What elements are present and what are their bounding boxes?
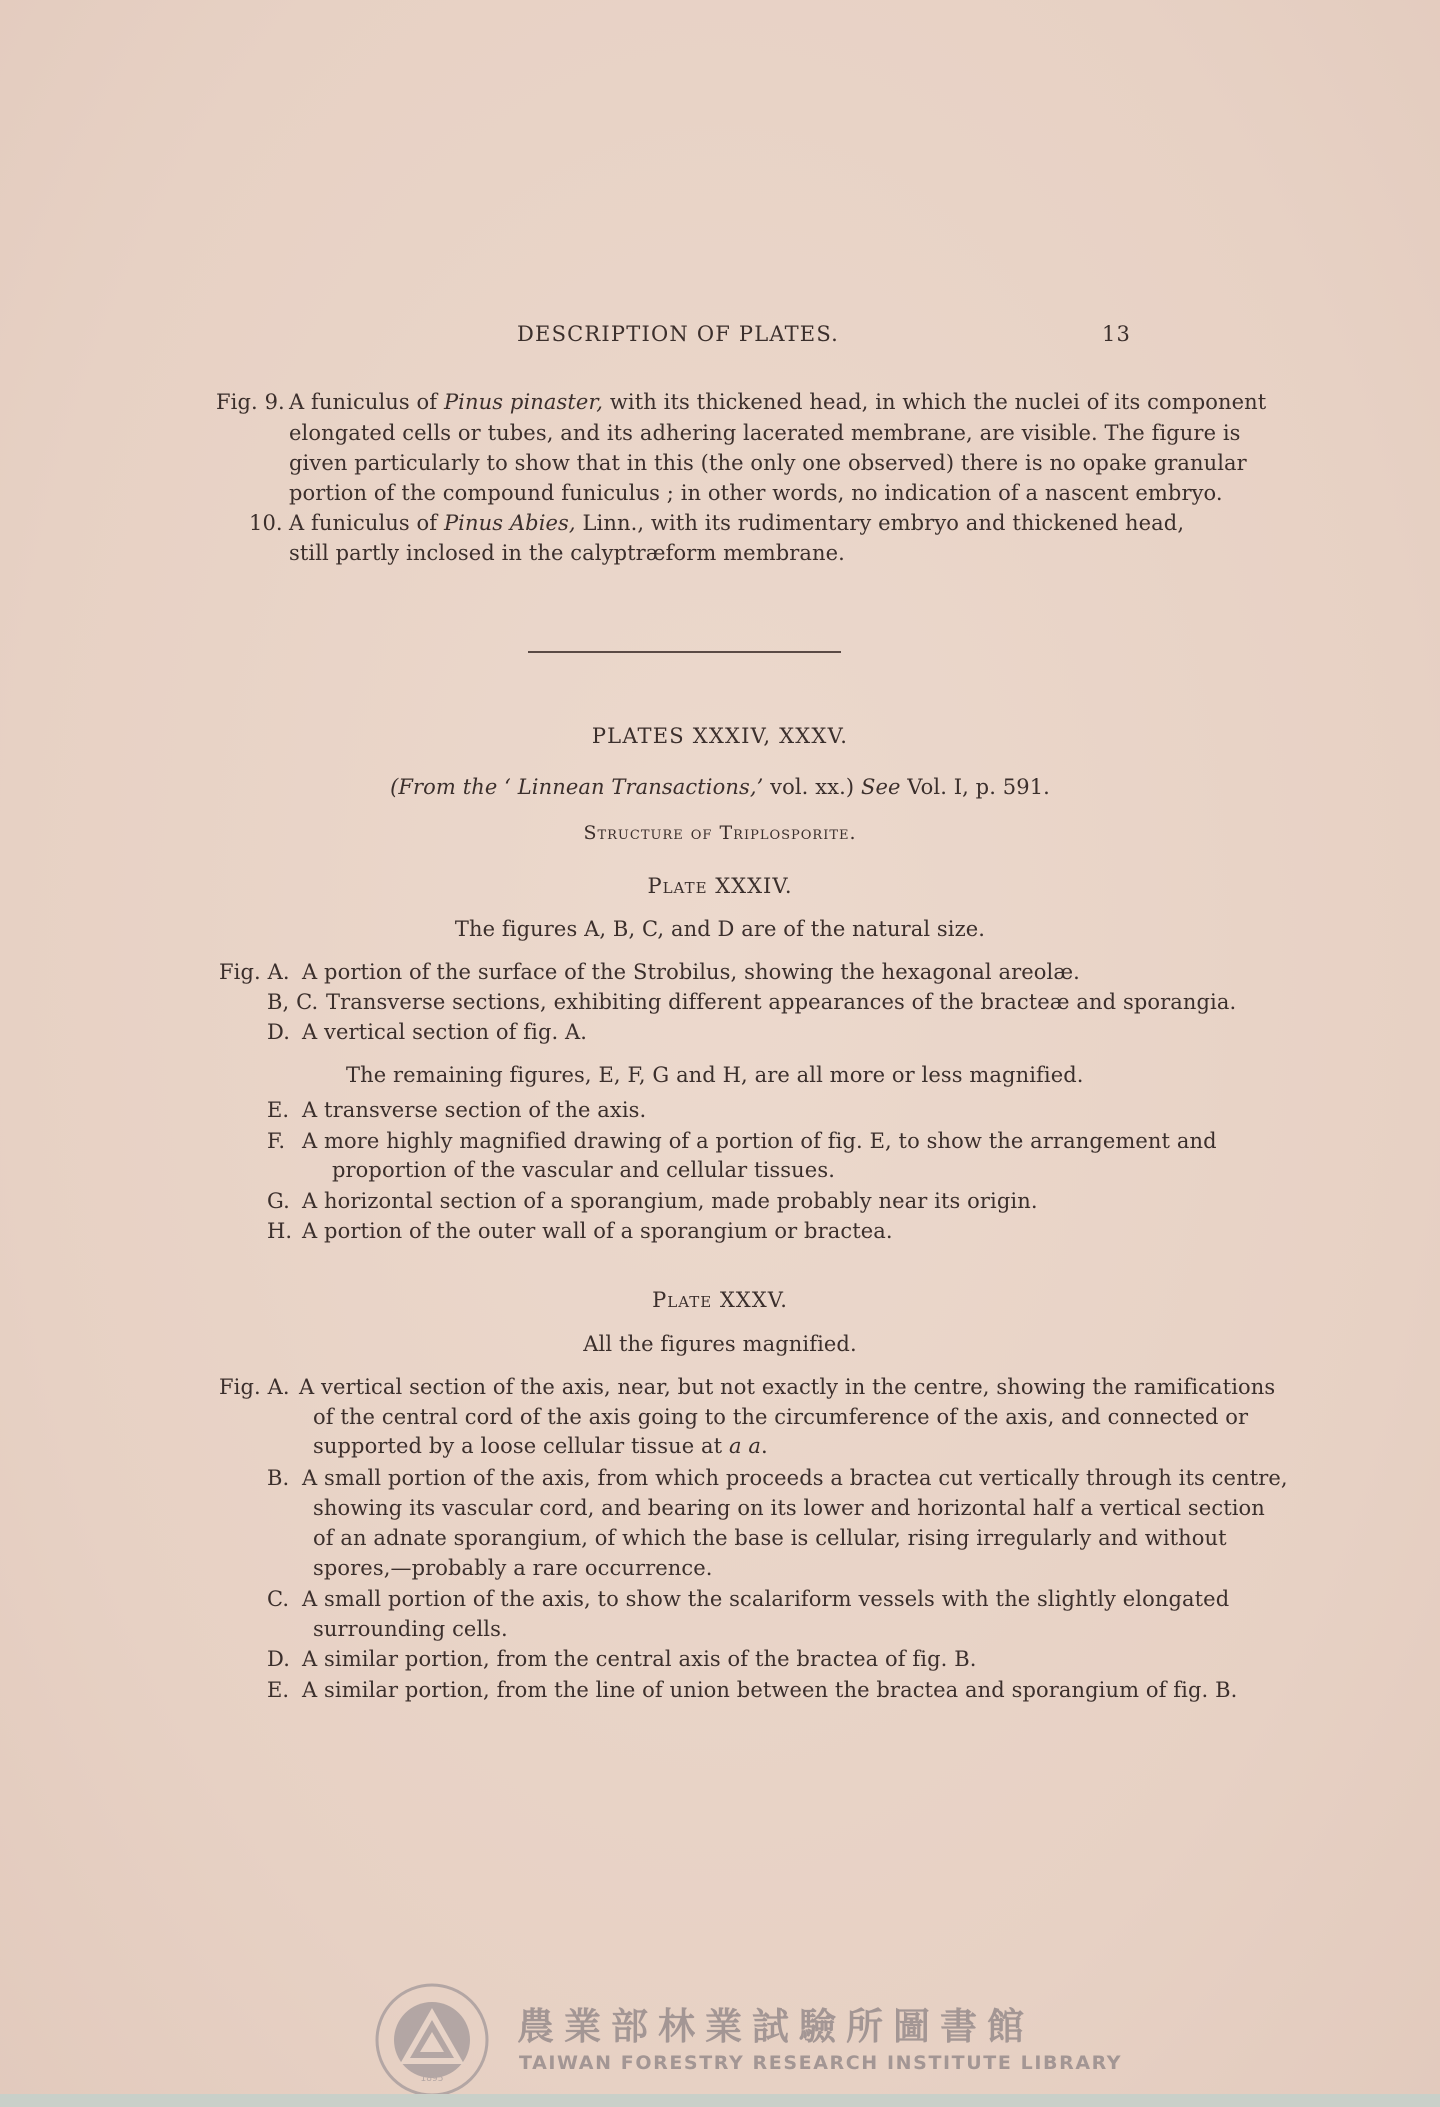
p35-figC-line-1: A small portion of the axis, to show the scalariform vessels with the slightly elongated bbox=[302, 1587, 1230, 1611]
p34-figE-text: A transverse section of the axis. bbox=[302, 1098, 647, 1122]
p34-figA-label: Fig. A. bbox=[219, 960, 290, 984]
p35-figA-line-3: supported by a loose cellular tissue at a a. bbox=[313, 1434, 768, 1458]
fig10-line-1: A funiculus of Pinus Abies, Linn., with its rudimentary embryo and thickened head, bbox=[289, 511, 1185, 535]
p34-figF-text: A more highly magnified drawing of a portion of fig. E, to show the arrangement and bbox=[302, 1129, 1217, 1153]
fig9-line-1: A funiculus of Pinus pinaster, with its thickened head, in which the nuclei of its component bbox=[289, 390, 1267, 414]
scan-edge-strip bbox=[0, 2094, 1440, 2107]
p34-figD-text: A vertical section of fig. A. bbox=[302, 1020, 588, 1044]
p35-figA-line-2: of the central cord of the axis going to the circumference of the axis, and connected or bbox=[313, 1405, 1249, 1429]
fig9-line-4: portion of the compound funiculus ; in other words, no indication of a nascent embryo. bbox=[289, 481, 1223, 505]
p34-figF-label: F. bbox=[267, 1129, 286, 1153]
p34-figG-text: A horizontal section of a sporangium, made probably near its origin. bbox=[302, 1189, 1038, 1213]
fig9-line-2: elongated cells or tubes, and its adhering lacerated membrane, are visible. The figure is bbox=[289, 421, 1241, 445]
p35-figB-line-2: showing its vascular cord, and bearing on its lower and horizontal half a vertical section bbox=[313, 1496, 1265, 1520]
p34-figH-text: A portion of the outer wall of a sporangium or bractea. bbox=[302, 1219, 893, 1243]
plates-title: PLATES XXXIV, XXXV. bbox=[591, 724, 849, 748]
seal-year: 1895 bbox=[420, 2074, 444, 2084]
p35-figB-line-1: A small portion of the axis, from which proceeds a bractea cut vertically through its centre, bbox=[302, 1466, 1288, 1490]
p35-figB-label: B. bbox=[267, 1466, 290, 1490]
fig9-label: Fig. 9. bbox=[216, 390, 285, 414]
library-name-chinese: 農業部林業試驗所圖書館 bbox=[517, 2005, 1034, 2048]
library-name-english: TAIWAN FORESTRY RESEARCH INSTITUTE LIBRARY bbox=[519, 2052, 1123, 2074]
source-citation: (From the ‘ Linnean Transactions,’ vol. xx.) See Vol. I, p. 591. bbox=[390, 775, 1050, 799]
p34-figG-label: G. bbox=[267, 1189, 290, 1213]
library-seal-icon bbox=[372, 1980, 492, 2100]
p35-figB-line-4: spores,—probably a rare occurrence. bbox=[313, 1556, 713, 1580]
subject-heading: Structure of Triplosporite. bbox=[583, 822, 857, 844]
p35-figB-line-3: of an adnate sporangium, of which the base is cellular, rising irregularly and without bbox=[313, 1526, 1227, 1550]
section-divider bbox=[528, 651, 841, 653]
p34-figA-text: A portion of the surface of the Strobilus, showing the hexagonal areolæ. bbox=[302, 960, 1080, 984]
p35-figD-text: A similar portion, from the central axis of the bractea of fig. B. bbox=[302, 1647, 977, 1671]
plate35-heading: Plate XXXV. bbox=[652, 1288, 788, 1312]
fig9-line-3: given particularly to show that in this (the only one observed) there is no opake granular bbox=[289, 451, 1247, 475]
plate34-heading: Plate XXXIV. bbox=[647, 874, 793, 898]
p35-figD-label: D. bbox=[267, 1647, 290, 1671]
p34-figBC-label: B, C. bbox=[267, 990, 319, 1014]
p35-figC-line-2: surrounding cells. bbox=[313, 1617, 508, 1641]
p35-figA-line-1: A vertical section of the axis, near, but not exactly in the centre, showing the ramifications bbox=[299, 1375, 1276, 1399]
p35-figE-label: E. bbox=[267, 1678, 290, 1702]
fig10-label: 10. bbox=[249, 511, 283, 535]
p34-figF-cont: proportion of the vascular and cellular tissues. bbox=[332, 1158, 835, 1182]
running-title: DESCRIPTION OF PLATES. bbox=[517, 322, 840, 346]
p34-figH-label: H. bbox=[267, 1219, 293, 1243]
p35-figE-text: A similar portion, from the line of union between the bractea and sporangium of fig. B. bbox=[302, 1678, 1238, 1702]
page-number: 13 bbox=[1102, 322, 1132, 346]
plate34-intro2: The remaining figures, E, F, G and H, are all more or less magnified. bbox=[346, 1063, 1084, 1087]
p34-figBC-text: Transverse sections, exhibiting different appearances of the bracteæ and sporangia. bbox=[326, 990, 1237, 1014]
fig10-line-2: still partly inclosed in the calyptræform membrane. bbox=[289, 541, 845, 565]
p34-figE-label: E. bbox=[267, 1098, 290, 1122]
p35-figA-label: Fig. A. bbox=[219, 1375, 290, 1399]
plate35-intro: All the figures magnified. bbox=[583, 1332, 857, 1356]
plate34-intro: The figures A, B, C, and D are of the natural size. bbox=[454, 917, 986, 941]
p35-figC-label: C. bbox=[267, 1587, 290, 1611]
p34-figD-label: D. bbox=[267, 1020, 290, 1044]
